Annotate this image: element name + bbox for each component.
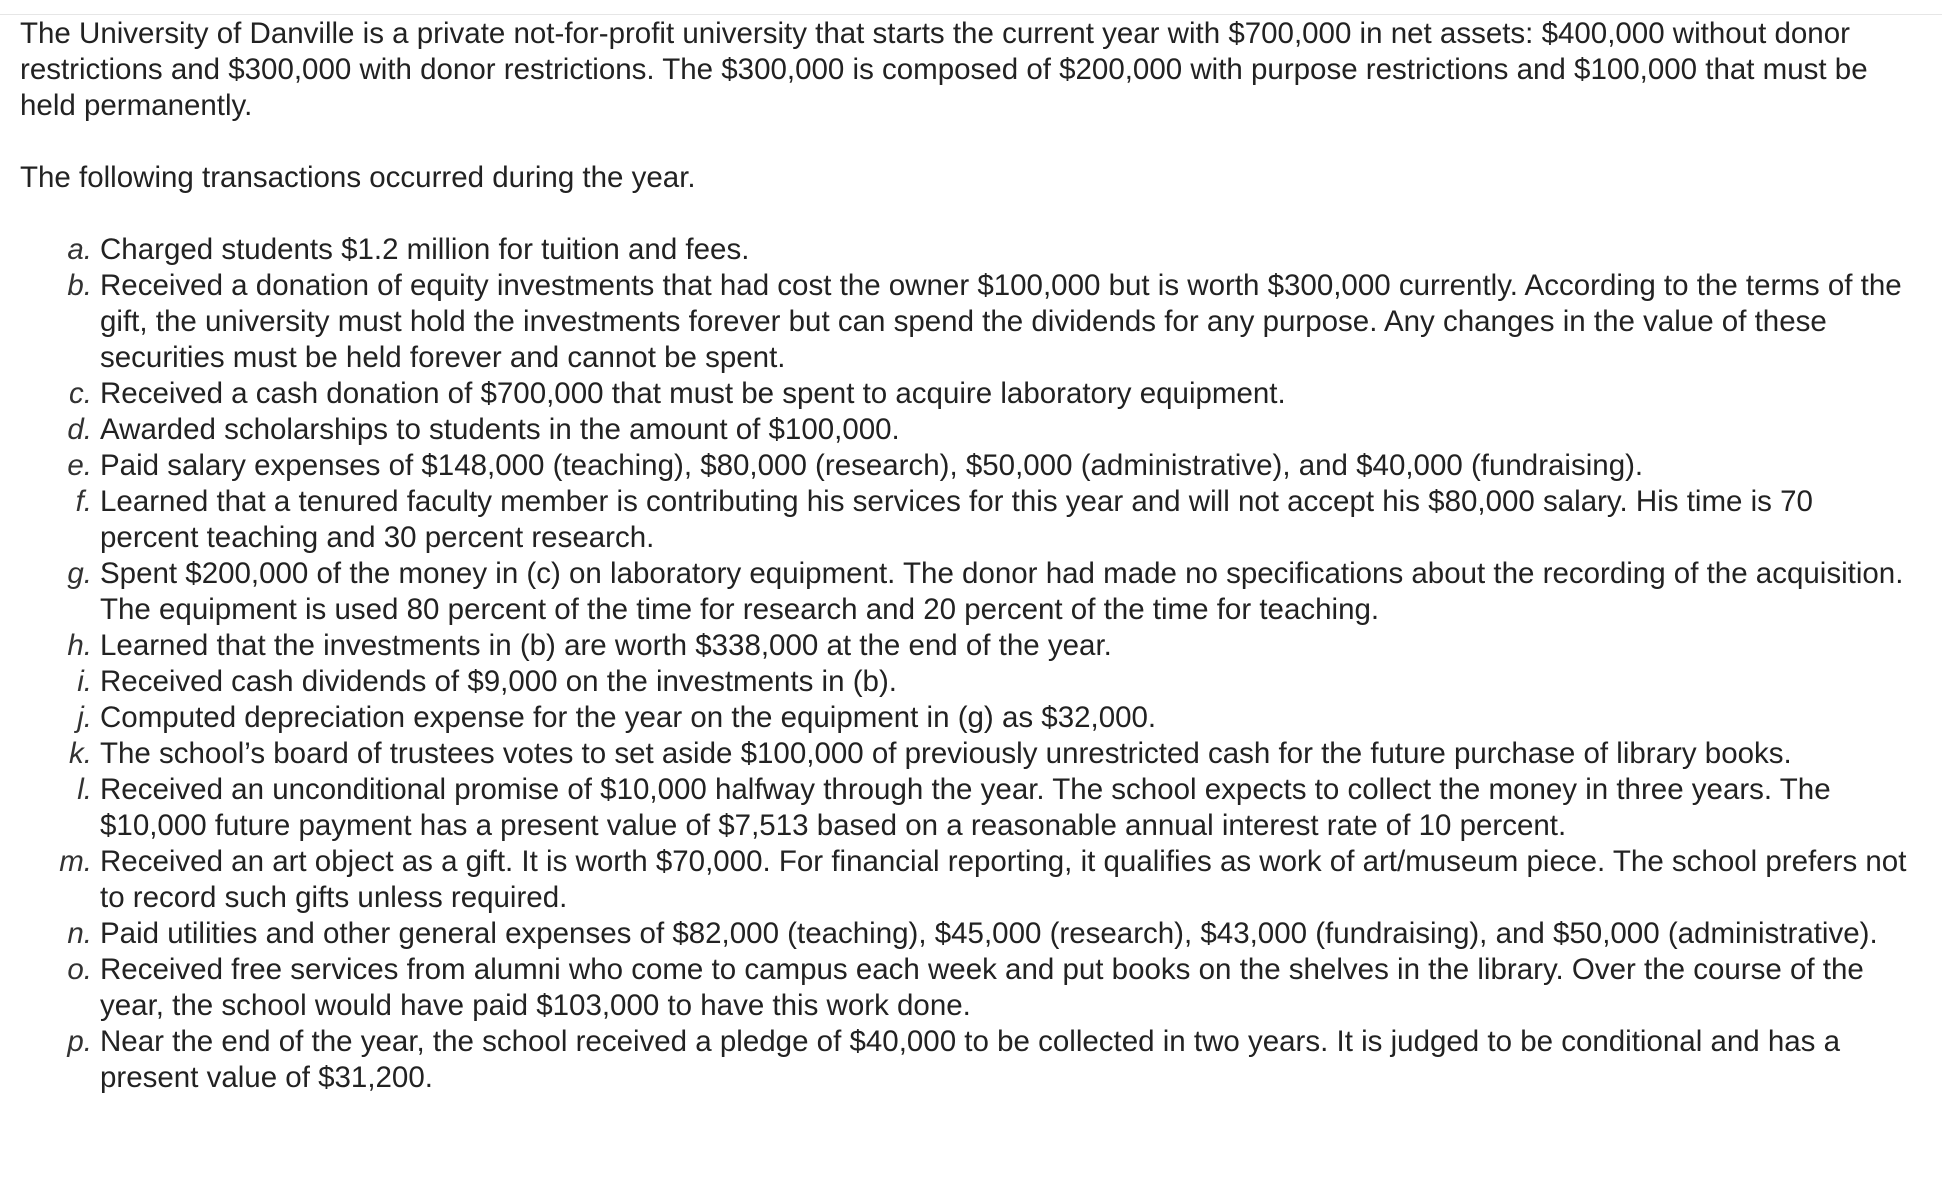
item-text: Computed depreciation expense for the year on the equipment in (g) as $32,000. bbox=[100, 701, 1157, 734]
item-text: Paid utilities and other general expenses of $82,000 (teaching), $45,000 (research), $43,000 (fundraising), and $50,000 (administrative). bbox=[100, 917, 1878, 950]
top-divider bbox=[0, 14, 1942, 15]
item-text: Awarded scholarships to students in the amount of $100,000. bbox=[100, 413, 900, 446]
item-text: Charged students $1.2 million for tuition and fees. bbox=[100, 233, 750, 266]
list-item bbox=[20, 268, 1920, 376]
item-text: Paid salary expenses of $148,000 (teaching), $80,000 (research), $50,000 (administrative), and $40,000 (fundraising). bbox=[100, 449, 1644, 482]
item-letter: h. bbox=[67, 629, 92, 662]
item-letter: p. bbox=[67, 1025, 92, 1058]
item-letter: o. bbox=[67, 953, 92, 986]
list-item bbox=[20, 484, 1920, 556]
list-item bbox=[20, 628, 1920, 664]
item-letter: e. bbox=[67, 449, 92, 482]
list-item bbox=[20, 448, 1920, 484]
transactions-lead-in: The following transactions occurred during the year. bbox=[20, 161, 696, 194]
item-letter: b. bbox=[67, 269, 92, 302]
list-item bbox=[20, 376, 1920, 412]
list-item bbox=[20, 232, 1920, 268]
item-letter: i. bbox=[77, 665, 92, 698]
item-text: Received an unconditional promise of $10,000 halfway through the year. The school expects to collect the money in three years. The $10,000 future payment has a present value of $7,513 based on a reasonable annual interest rate of 10 percent. bbox=[100, 773, 1831, 842]
item-letter: d. bbox=[67, 413, 92, 446]
list-item bbox=[20, 412, 1920, 448]
item-letter: g. bbox=[67, 557, 92, 590]
list-item bbox=[20, 772, 1920, 844]
item-text: Received a donation of equity investments that had cost the owner $100,000 but is worth $300,000 currently. According to the terms of the gift, the university must hold the investments forever but can spend the dividends for any purpose. Any changes in the value of these securities must be held forever and cannot be spent. bbox=[100, 269, 1902, 374]
list-item bbox=[20, 916, 1920, 952]
list-item bbox=[20, 736, 1920, 772]
item-letter: l. bbox=[77, 773, 92, 806]
item-letter: a. bbox=[67, 233, 92, 266]
item-text: Received cash dividends of $9,000 on the investments in (b). bbox=[100, 665, 897, 698]
list-item bbox=[20, 844, 1920, 916]
list-item bbox=[20, 952, 1920, 1024]
item-text: Learned that the investments in (b) are worth $338,000 at the end of the year. bbox=[100, 629, 1112, 662]
item-letter: m. bbox=[59, 845, 92, 878]
item-text: Spent $200,000 of the money in (c) on laboratory equipment. The donor had made no specifications about the recording of the acquisition. The equipment is used 80 percent of the time for research and 20 percent of the time for teaching. bbox=[100, 557, 1904, 626]
transaction-list bbox=[20, 232, 1920, 1096]
item-letter: n. bbox=[67, 917, 92, 950]
item-text: Learned that a tenured faculty member is contributing his services for this year and will not accept his $80,000 salary. His time is 70 percent teaching and 30 percent research. bbox=[100, 485, 1813, 554]
item-text: Received free services from alumni who come to campus each week and put books on the shelves in the library. Over the course of the year, the school would have paid $103,000 to have this work done. bbox=[100, 953, 1864, 1022]
list-item bbox=[20, 556, 1920, 628]
list-item bbox=[20, 700, 1920, 736]
problem-statement bbox=[20, 16, 1920, 1096]
item-letter: j. bbox=[77, 701, 92, 734]
item-letter: c. bbox=[69, 377, 92, 410]
item-text: Received a cash donation of $700,000 that must be spent to acquire laboratory equipment. bbox=[100, 377, 1286, 410]
item-text: Received an art object as a gift. It is worth $70,000. For financial reporting, it qualifies as work of art/museum piece. The school prefers not to record such gifts unless required. bbox=[100, 845, 1907, 914]
item-letter: f. bbox=[75, 485, 92, 518]
list-item bbox=[20, 1024, 1920, 1096]
item-text: The school’s board of trustees votes to set aside $100,000 of previously unrestricted cash for the future purchase of library books. bbox=[100, 737, 1792, 770]
item-letter: k. bbox=[69, 737, 92, 770]
intro-paragraph: The University of Danville is a private not-for-profit university that starts the current year with $700,000 in net assets: $400,000 without donor restrictions and $300,000 with donor restrictions. The $300,000 is composed of $200,000 with purpose restrictions and $100,000 that must be held permanently. bbox=[20, 17, 1868, 122]
list-item bbox=[20, 664, 1920, 700]
item-text: Near the end of the year, the school received a pledge of $40,000 to be collected in two years. It is judged to be conditional and has a present value of $31,200. bbox=[100, 1025, 1841, 1094]
